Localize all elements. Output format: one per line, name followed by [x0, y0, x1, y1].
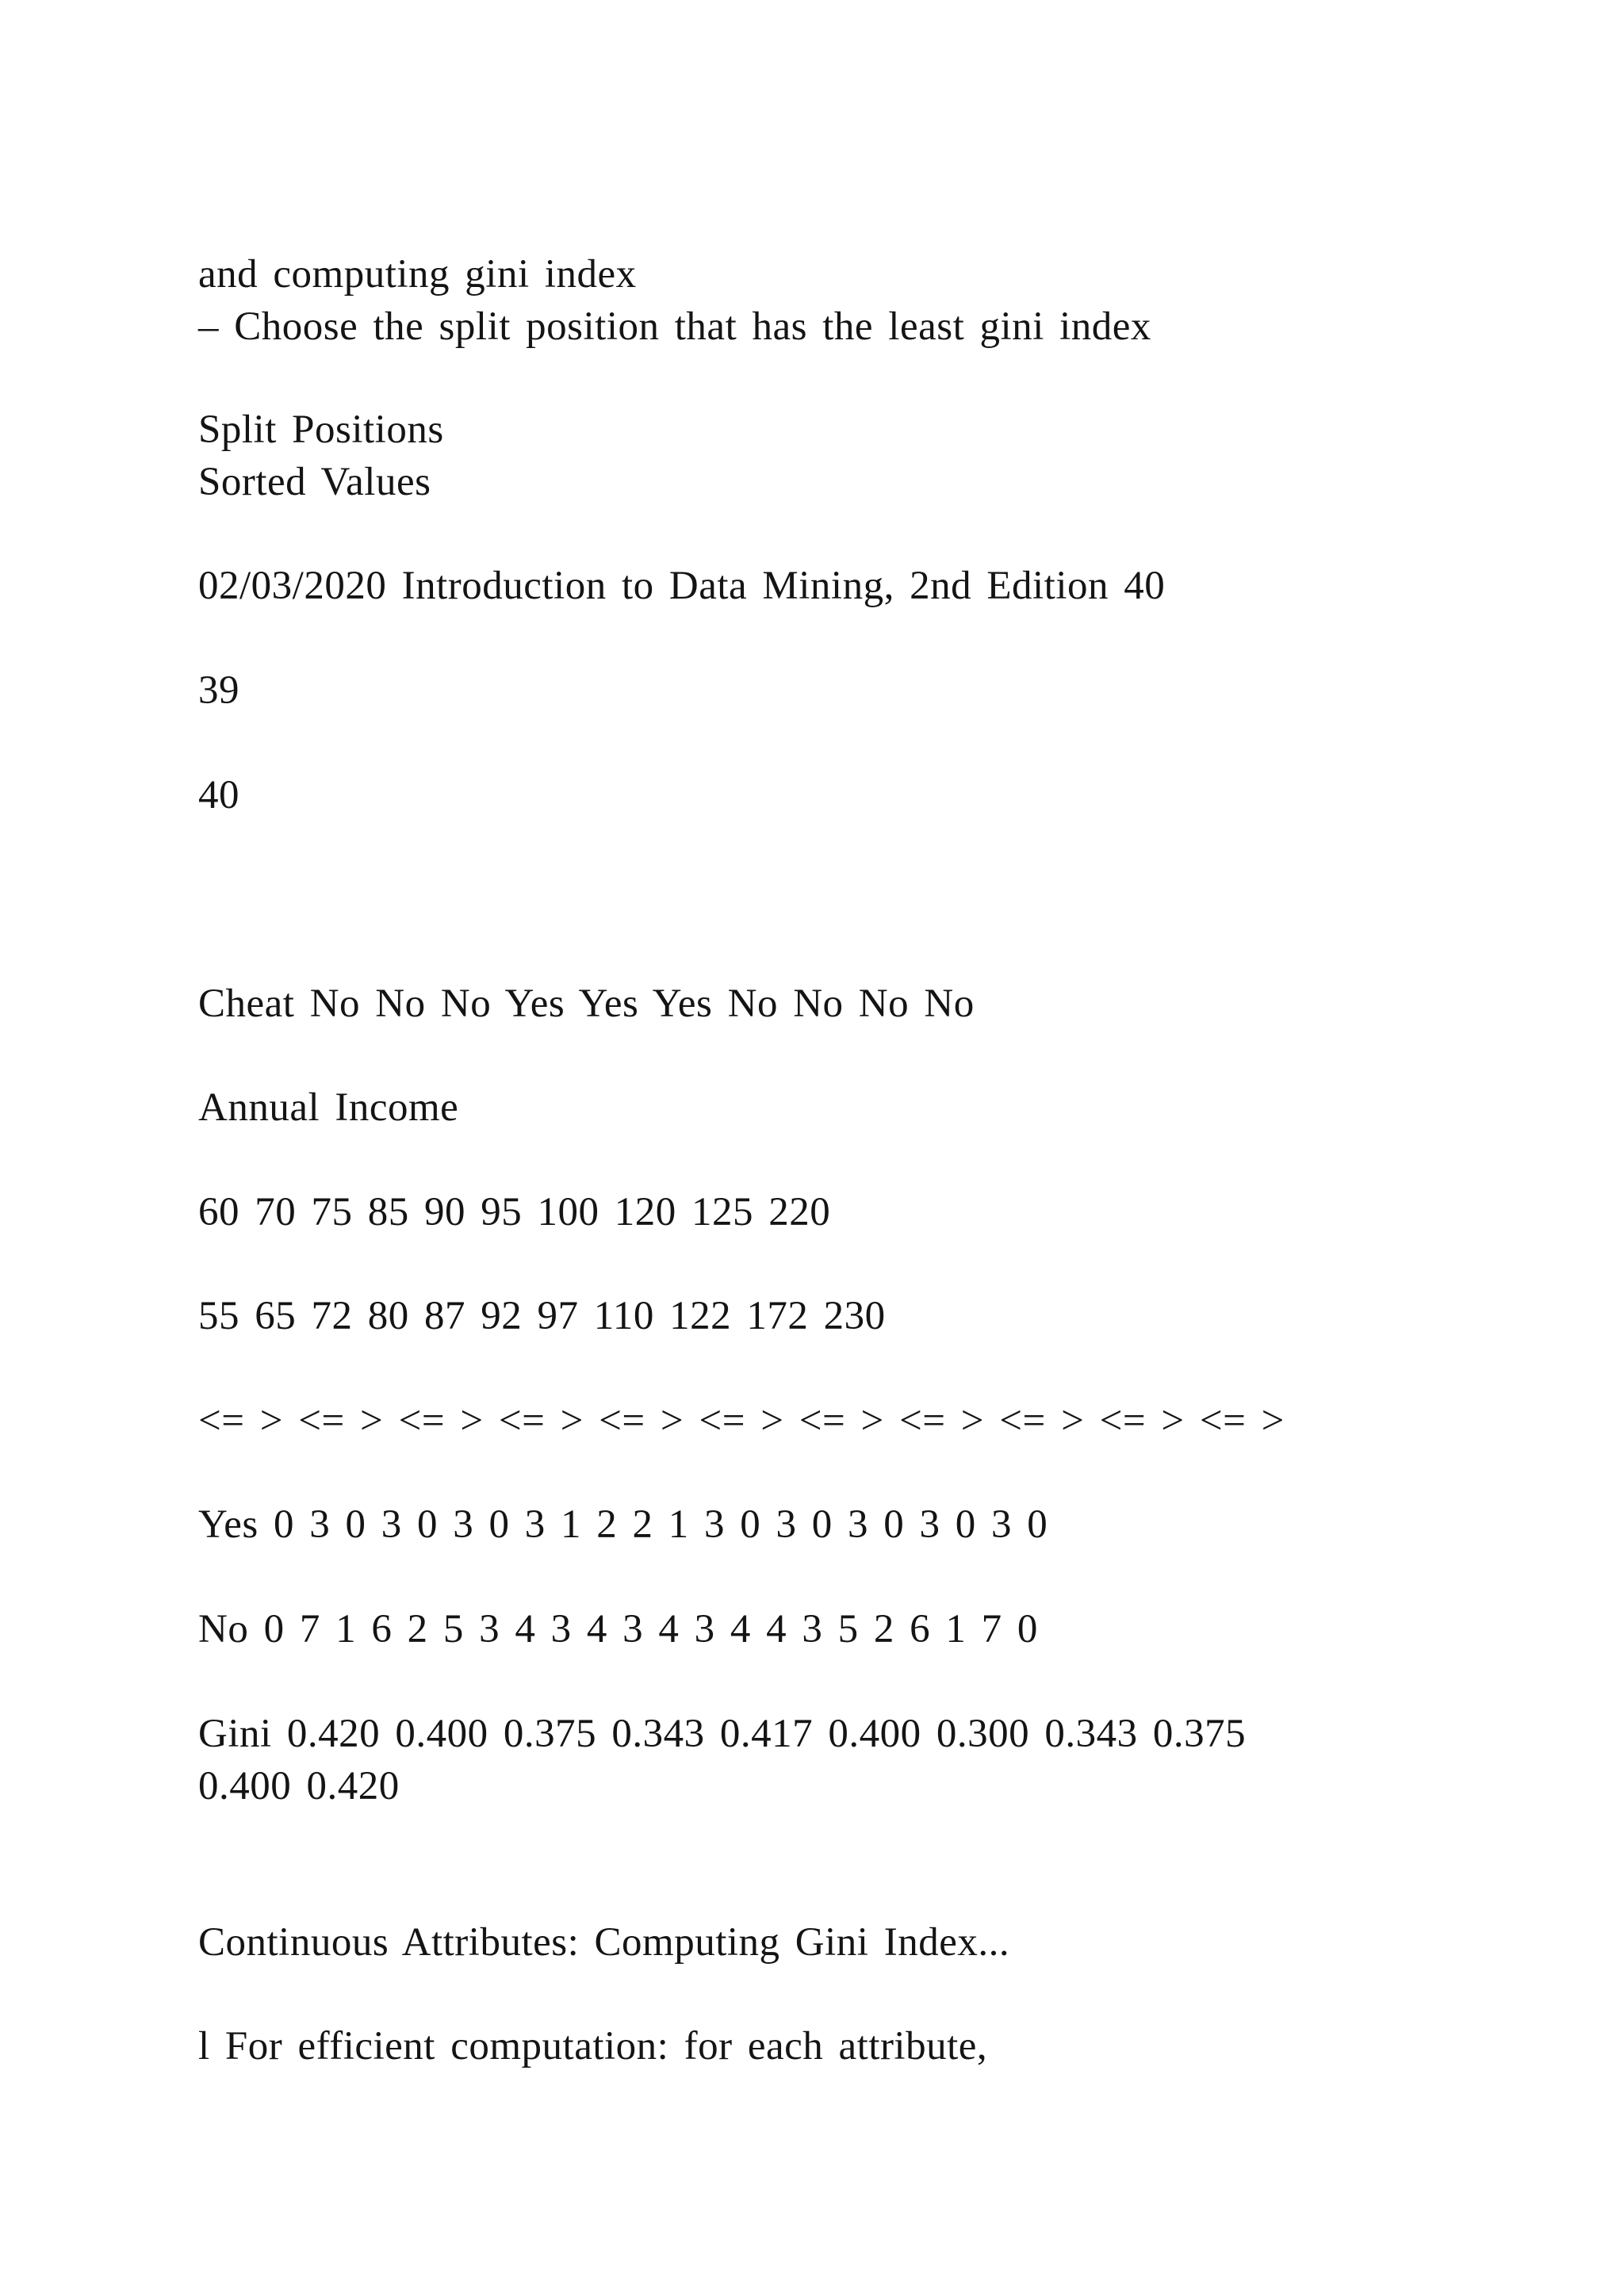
- page-number-39: 39: [198, 668, 239, 713]
- no-counts-row: No 0 7 1 6 2 5 3 4 3 4 3 4 3 4 4 3 5 2 6 1 7 0: [198, 1607, 1038, 1651]
- cheat-row: Cheat No No No Yes Yes Yes No No No No: [198, 982, 975, 1026]
- gini-row-line-2: 0.400 0.420: [198, 1764, 400, 1808]
- gini-row-line-1: Gini 0.420 0.400 0.375 0.343 0.417 0.400 0.300 0.343 0.375: [198, 1712, 1247, 1756]
- bullet-line: l For efficient computation: for each attribute,: [198, 2024, 988, 2068]
- page-number-40: 40: [198, 773, 239, 817]
- split-operators-row: <= > <= > <= > <= > <= > <= > <= > <= > <= > <= > <= >: [198, 1399, 1285, 1443]
- slide-footer: 02/03/2020 Introduction to Data Mining, 2nd Edition 40: [198, 564, 1166, 608]
- split-positions-row: 55 65 72 80 87 92 97 110 122 172 230: [198, 1294, 886, 1338]
- sorted-values-label: Sorted Values: [198, 460, 431, 504]
- yes-counts-row: Yes 0 3 0 3 0 3 0 3 1 2 2 1 3 0 3 0 3 0 3 0 3 0: [198, 1502, 1048, 1547]
- sorted-values-row: 60 70 75 85 90 95 100 120 125 220: [198, 1190, 831, 1234]
- split-positions-label: Split Positions: [198, 408, 444, 452]
- intro-line-1: and computing gini index: [198, 252, 637, 297]
- intro-line-2: – Choose the split position that has the least gini index: [198, 304, 1151, 349]
- slide-title: Continuous Attributes: Computing Gini Index...: [198, 1920, 1010, 1965]
- annual-income-label: Annual Income: [198, 1085, 459, 1130]
